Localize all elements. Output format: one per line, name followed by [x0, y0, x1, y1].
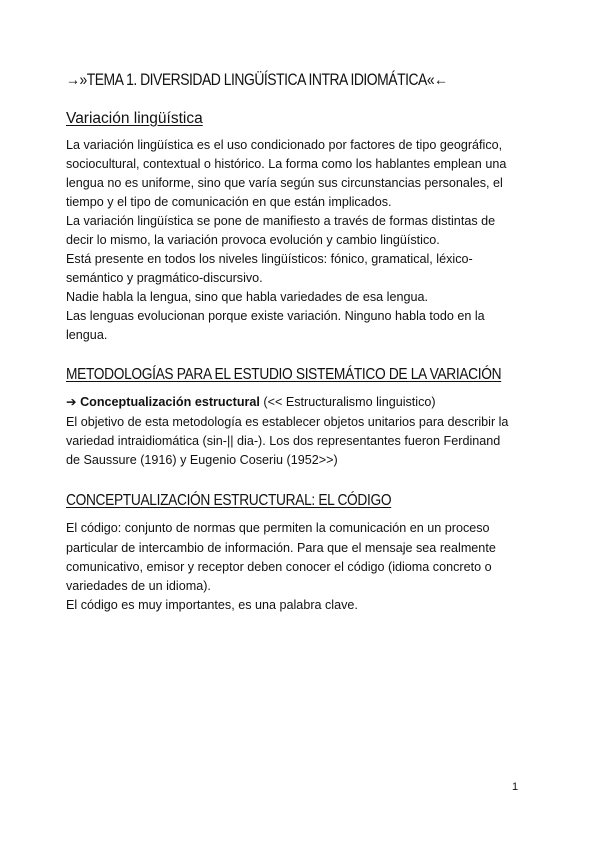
section-heading: CONCEPTUALIZACIÓN ESTRUCTURAL: EL CÓDIGO: [66, 492, 392, 509]
intro-line: decir lo mismo, la variación provoca evolución y cambio lingüístico.: [66, 233, 440, 247]
section-heading: METODOLOGÍAS PARA EL ESTUDIO SISTEMÁTICO DE LA VARIACIÓN: [66, 366, 502, 383]
body-line: variedades de un idioma).: [66, 579, 211, 593]
page-number: 1: [512, 781, 519, 793]
body-line: El código: conjunto de normas que permiten la comunicación en un proceso: [66, 521, 490, 535]
intro-line: semántico y pragmático-discursivo.: [66, 271, 263, 285]
intro-line: La variación lingüística se pone de manifiesto a través de formas distintas de: [66, 214, 496, 228]
bullet-bold-text: Conceptualización estructural: [80, 395, 260, 409]
intro-line: La variación lingüística es el uso condicionado por factores de tipo geográfico,: [66, 138, 503, 152]
intro-line: Nadie habla la lengua, sino que habla variedades de esa lengua.: [66, 290, 428, 304]
body-line: de Saussure (1916) y Eugenio Coseriu (1952>>): [66, 453, 338, 467]
intro-line: tiempo y el tipo de comunicación en que están implicados.: [66, 195, 392, 209]
intro-line: lengua.: [66, 328, 108, 342]
page-title: →»TEMA 1. DIVERSIDAD LINGÜÍSTICA INTRA IDIOMÁTICA«←: [66, 70, 448, 89]
arrow-icon: ➔: [66, 395, 77, 409]
body-line: particular de intercambio de información. Para que el mensaje sea realmente: [66, 541, 496, 555]
intro-line: Las lenguas evolucionan porque existe variación. Ninguno habla todo en la: [66, 309, 485, 323]
intro-line: Está presente en todos los niveles lingüísticos: fónico, gramatical, léxico-: [66, 252, 473, 266]
bullet-text: (<< Estructuralismo linguistico): [259, 395, 436, 409]
intro-line: lengua no es uniforme, sino que varía según sus circunstancias personales, el: [66, 176, 503, 190]
intro-line: sociocultural, contextual o histórico. La forma como los hablantes emplean una: [66, 157, 507, 171]
body-line: El código es muy importantes, es una palabra clave.: [66, 598, 358, 612]
body-line: comunicativo, emisor y receptor deben conocer el código (idioma concreto o: [66, 560, 492, 574]
body-line: El objetivo de esta metodología es establecer objetos unitarios para describir la: [66, 415, 509, 429]
body-line: variedad intraidiomática (sin-|| dia-). Los dos representantes fueron Ferdinand: [66, 434, 501, 448]
bullet-item: [66, 394, 436, 410]
section-subtitle: Variación lingüística: [66, 110, 203, 127]
